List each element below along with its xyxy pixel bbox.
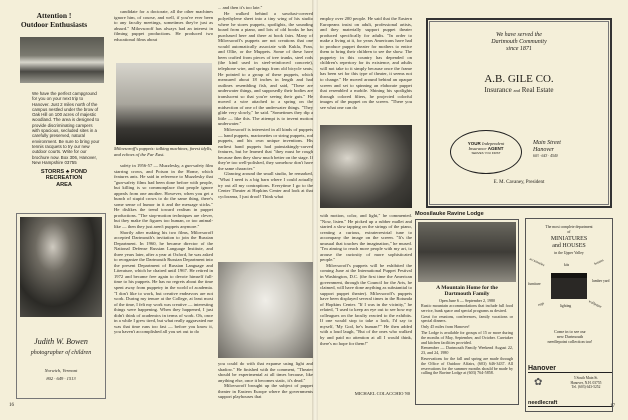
- gile-slogan-1: We have served the: [496, 32, 542, 38]
- gile-address-2: Hanover: [533, 146, 554, 153]
- gile-and: and: [513, 88, 521, 93]
- article-col1-top: [114, 9, 213, 42]
- article-col2-bottom: [218, 361, 313, 400]
- puppet-photo: [320, 125, 412, 208]
- gile-ad: [426, 18, 612, 208]
- mini-cta-3: needlepoint collection too!: [547, 339, 593, 344]
- needlecraft-phone: Tel. (603) 643-5252: [571, 385, 601, 390]
- lodge-dates: Open June 6 — September 2, 1980: [438, 298, 496, 303]
- paragraph: Great for reunions, conferences, family vacations or special dinners.: [421, 313, 513, 324]
- article-col2-top: [218, 5, 313, 199]
- gile-phone: 603 · 643 · 4540: [533, 154, 558, 158]
- paragraph: employ over 200 people. He said that the Eastern Europeans insist on adult, professional artists, and they materially support puppet theater produced specifically for adults. "In order to make a living at it, for years Americans have had to produce puppet theater for mothers to entice them to bring their children to see the show. The puppetry in this country has depended on children's repertory for its existence, and adults will not take to it simply because once the frame has been set for this type of theater, it seems not to change." He moved around behind an opaque screen and set to spinning an elaborate puppet that resembled a mobile. Shining his spotlights through colored filters, he projected colorful images of the puppet on the screen. "There you see what one can do: [320, 16, 412, 110]
- logo-recreation: RECREATION: [45, 175, 83, 182]
- mini-intro-1: The most complete department: [545, 225, 593, 229]
- paragraph: you could do with that expanse using light and shadow." He finished with the comment, "Theater should be experimental at all times because, like anything else, once it becomes static, it's dead.": [218, 361, 313, 383]
- miniatures-ad: [525, 218, 613, 412]
- mini-item: houses: [593, 258, 605, 266]
- needlecraft-brand-bottom: needlecraft: [528, 400, 612, 407]
- mini-item: lighting: [560, 304, 572, 308]
- paragraph: safety in 1956-57 — Muzzlesky, a gun-safety film starring crows, and Poison in the Home, which features ants. He said in reference to Muzzlesky that "gun-safety films had been done before with people, but killing is so commonplace that people ignore appeals from one another. However, when you get a bunch of stupid crows to do the same thing, there's some sense of humor in it and the message sticks." He dislikes the trend toward realism in puppet productions. "The stop-motion techniques are clever, but they make the figures too human, or too animal-like — then they just aren't puppets anymore.": [114, 163, 213, 230]
- needlecraft-brand-top: Hanover: [528, 365, 612, 373]
- photographer-ad: [16, 213, 106, 399]
- logo-serves: SERVES YOU FIRST: [471, 151, 501, 155]
- logo-insurance: Insurance: [468, 146, 487, 151]
- gile-real-estate: Real Estate: [521, 86, 554, 94]
- independent-agent-logo: [450, 130, 522, 174]
- paragraph: with motion, color, and light," he commented. "Now, listen." He picked up a rubber mallet and started a slow tapping on the strings of the piano, creating a curious, extraterrestrial tune to accompany the image on the screen. "It's the unusual that touches the imagination," he mused. "I'm aiming to reach more people with my art, to arouse the curiosity of more sophisticated people.": [320, 213, 412, 263]
- logo-agent: AGENT: [487, 146, 504, 151]
- lodge-ad: [415, 211, 519, 411]
- paragraph: The Lodge is available for groups of 15 or more during the months of May, September, and October. Caretaker and kitchen facilities provided.: [421, 329, 513, 345]
- photographer-name: Judith W. Bowen: [34, 337, 88, 346]
- campground-title-2: Outdoor Enthusiasts: [20, 19, 88, 29]
- paragraph: candidate for a doctorate, all the other machines ignore him, of course, and well, if you've ever been to any faculty meetings, sometimes they're just as absurd." Milovsoroff has always had an interest in filming puppet productions. He produced two educational films about: [114, 9, 213, 42]
- paragraph: Remember — Dartmouth Family Weekend August 22, 23, and 24, 1980: [421, 345, 513, 356]
- gile-company: A.B. GILE CO.: [484, 73, 554, 85]
- child-photo: [20, 217, 102, 317]
- paragraph: ... and then it's too late.": [218, 5, 263, 10]
- needlecraft-address-1: 5 South Main St.: [573, 376, 599, 380]
- mini-intro-2: of: [567, 229, 571, 234]
- photographer-phone: 802 · 649 · 1513: [46, 376, 76, 381]
- paragraph: Milovsoroff brought up the subject of puppet theater in Eastern Europe where the governments support playhouses that: [218, 383, 313, 400]
- mini-item: rugs: [537, 301, 545, 307]
- gile-slogan-3: since 1871: [506, 46, 532, 52]
- article-col3-bottom: [320, 213, 412, 346]
- logo-independent: Independent: [482, 141, 505, 146]
- logo-pond: POND: [70, 169, 88, 176]
- article-byline: MICHAEL COLACCHIO '80: [354, 391, 410, 396]
- paragraph: Shortly after making his two films, Milovsoroff accepted Dartmouth's invitation to join the Russian Department. In 1960, he became director of the National Defense Russian Language Institute, and three years later, after a year at Oxford, he was asked to reorganize the Dartmouth Russian Department into the present Department of Russian Language and Literature, which he chaired until 1967. He retired in 1972 and became free again to devote himself full-time to his puppets. He has no regrets about the time spent away from puppetry in the world of academia. "I don't like to work, but creative endeavors are not work. During my tenure at the College, at least most of the time, I felt my work was creative — interesting things were happening. When they happened, I just didn't think of academics in terms of work. Oh, once in a while I grew tired, but what really aggravated me was that time runs too fast — before you know it, you haven't accomplished all you set out to do: [114, 229, 213, 335]
- mini-region: in the Upper Valley: [554, 251, 584, 255]
- mini-cta-1: Come in to see our: [554, 329, 586, 334]
- lodge-body: [418, 304, 516, 376]
- paragraph: Reservations for the fall and spring are made through the Office of Outdoor Affairs, (603) 646-3437. All reservations for the summer months should be made by calling the Ravine Lodge at (603) 764-5858.: [421, 355, 513, 376]
- tree-icon: ♣: [65, 169, 70, 176]
- paragraph: Glancing around the small studio, he remarked, "What I need is a big barn where I could actually try out all my contraptions. Everytime I go to the Center Theater at Hopkins Center and look at that cyclorama, I just drool! Think what: [218, 171, 313, 199]
- logo-area: AREA: [56, 181, 72, 188]
- logo-storrs: STORRS: [40, 169, 65, 176]
- dancing-puppet-photo: [218, 262, 313, 358]
- paragraph: Milovsoroff is interested in all kinds of puppets — hand puppets, marionettes or string puppets, rod puppets, and his own unique inventions. His earliest hand puppets had painstakingly-carved features, but he learned that "they must be rough because then they show much better on the stage. If they're too well-polished, they somehow don't have the same character.": [218, 127, 313, 171]
- mini-item: furniture: [528, 282, 541, 286]
- mini-cta-2: new Dartmouth: [556, 334, 584, 339]
- mini-title-1: MINIATURES: [550, 236, 588, 242]
- gile-president: E. M. Cavaney, President: [493, 180, 545, 185]
- paragraph: Rustic mountain accommodations that include full food service, bunk space and special programs as desired.: [421, 303, 513, 313]
- dollhouse-icon: [551, 273, 587, 299]
- article-col3-top: [320, 16, 412, 110]
- paragraph: Milovsoroff's puppets will be exhibited the coming June at the International Puppet Festival in Washington, D.C. (the first time the American government, through the Council for the Arts, he claimed, will have done anything as substantial to support puppet theater). Milovsoroff's puppets have been displayed several times in the Rotunda of Hopkins Center. "If I was in the vicinity," he related, "I used to keep an eye out to see how my colleagues on the faculty reacted to the exhibits. If one would stop to take a look, I'd say to myself, 'My God, he's human!'" He then added with a loud laugh, "But of the ones who walked by and paid no attention at all I would think, there's no hope for them!": [320, 262, 412, 346]
- mini-item: wallpaper: [587, 299, 603, 309]
- article-col1-bottom: [114, 163, 213, 335]
- lodge-title: Moosilauke Ravine Lodge: [415, 211, 484, 217]
- trailer-photo: [20, 37, 104, 83]
- mini-items: [526, 257, 614, 317]
- gile-slogan-2: Dartmouth Community: [491, 39, 547, 45]
- machine-puppets-photo: [116, 63, 212, 145]
- campground-body: We have the perfect campground for you on your next trip to Hanover. Just 2 miles north of the campus nestled under the brow of Oak Hill on 100 acres of majestic woodland. The area is designed to provide discriminating campers with spacious, secluded sites in a carefully preserved, natural environment. Be sure to bring your tennis racquets to try our new outdoor courts. Write for our brochure now. Box 306, Hanover, New Hampshire 03755: [32, 91, 100, 165]
- logo-your: YOUR: [467, 141, 481, 146]
- paragraph: He walked behind a sawdust-covered polyethylene sheet into a tiny wing of his studio where he stores puppets, spotlights, the sounding board from a piano, and lots of old books he has purchased here and there at book fairs. Many of Milovsoroff's puppets are not creations that one would automatically associate with Kukla, Fran, and Ollie, or the Muppets. Some of these have been crafted from pieces of tree trunks, steel rods (the kind used in steel-reinforced concrete), telephone wire, and springs from old bicycle seats. He pointed to a group of these puppets, which measured about 18 inches in length and had outlines resembling fish, and said, "These are underwater things, and supposedly their bodies are translucent so that you're seeing their guts." He moved a wire attached to a spring on the midsection of one of the underwater things. "They glide very slowly," he said. "Sometimes they dip a little — like this. The attempt is to invent motion underwater.": [218, 10, 313, 127]
- mini-title-2: and HOUSES: [552, 242, 586, 249]
- photographer-location: Norwich, Vermont: [44, 368, 78, 373]
- gile-address-1: Main Street: [533, 140, 561, 146]
- page-number-right: 17: [610, 404, 615, 409]
- paragraph: Only 45 miles from Hanover!: [421, 324, 470, 330]
- gile-insurance: Insurance: [484, 86, 512, 94]
- needlecraft-address-2: Hanover, N.H. 03755: [570, 380, 602, 385]
- campground-ad: [4, 6, 104, 206]
- needlecraft-flower-icon: ✿: [534, 377, 543, 388]
- lodge-headline: A Mountain Home for the Dartmouth Family: [436, 285, 498, 297]
- photographer-tagline: photographer of children: [30, 350, 92, 356]
- lodge-photo: [418, 222, 516, 282]
- mini-item: accessories: [528, 256, 546, 268]
- campground-title-1: Attention !: [36, 11, 72, 20]
- photo-caption: Milovsoroff's puppets: talking machines, forest idylls, and echoes of the Far East.: [114, 146, 213, 157]
- page-number-left: 16: [9, 403, 14, 408]
- mini-item: lumber yard: [592, 279, 610, 283]
- mini-item: kits: [564, 263, 570, 267]
